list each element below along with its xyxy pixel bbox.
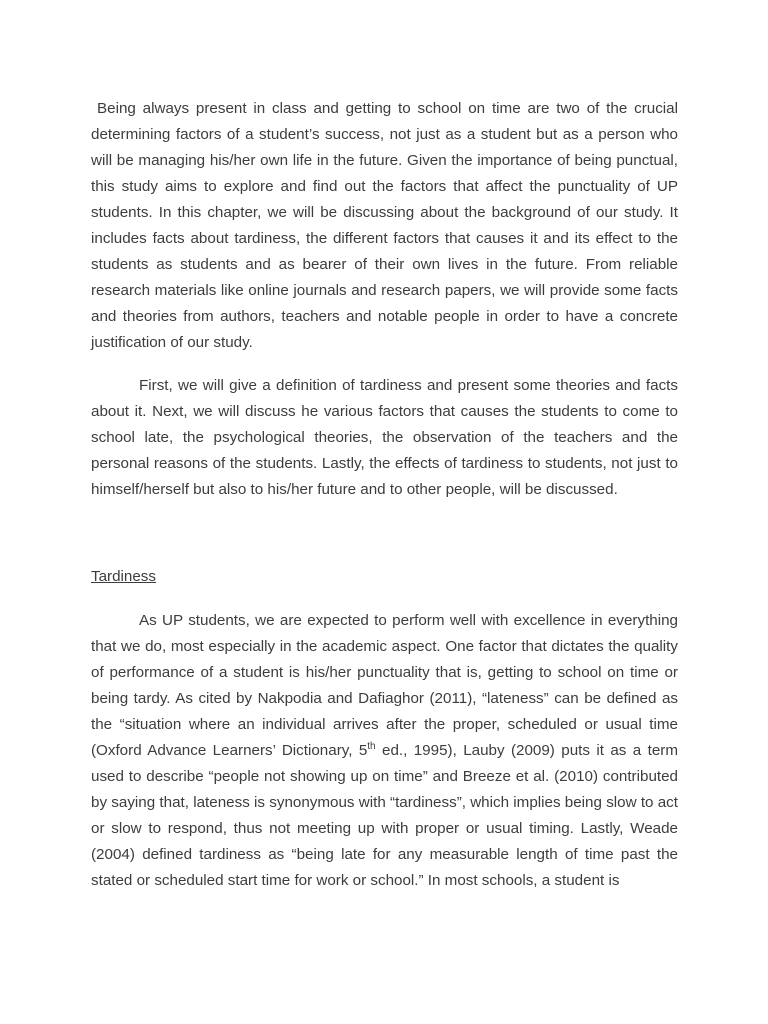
edition-superscript: th (367, 740, 376, 752)
tardiness-paragraph (91, 608, 678, 894)
tardiness-paragraph-part1: As UP students, we are expected to perform well with excellence in everything that we do, most especially in the academic aspect. One factor that dictates the quality of performance of a student is his/her punctuality that is, getting to school on time or being tardy. As cited by Nakpodia and Dafiaghor (2011), “lateness” can be defined as the “situation where an individual arrives after the proper, scheduled or usual time (Oxford Advance Learners’ Dictionary, 5 (91, 612, 678, 759)
overview-paragraph: First, we will give a definition of tardiness and present some theories and facts about it. Next, we will discuss he various factors that causes the students to come to school late, the psychological theories, the observation of the teachers and the personal reasons of the students. Lastly, the effects of tardiness to students, not just to himself/herself but also to his/her future and to other people, will be discussed. (91, 377, 678, 498)
intro-paragraph: Being always present in class and getting to school on time are two of the crucial determining factors of a student’s success, not just as a student but as a person who will be managing his/her own life in the future. Given the importance of being punctual, this study aims to explore and find out the factors that affect the punctuality of UP students. In this chapter, we will be discussing about the background of our study. It includes facts about tardiness, the different factors that causes it and its effect to the students as students and as bearer of their own lives in the future. From reliable research materials like online journals and research papers, we will provide some facts and theories from authors, teachers and notable people in order to have a concrete justification of our study. (91, 100, 678, 351)
tardiness-paragraph-part2: ed., 1995), Lauby (2009) puts it as a term used to describe “people not showing up on time” and Breeze et al. (2010) contributed by saying that, lateness is synonymous with “tardiness”, which implies being slow to act or slow to respond, thus not meeting up with proper or usual timing. Lastly, Weade (2004) defined tardiness as “being late for any measurable length of time past the stated or scheduled start time for work or school.” In most schools, a student is (91, 742, 678, 889)
document-body (91, 96, 678, 894)
section-heading-tardiness: Tardiness (91, 568, 156, 585)
